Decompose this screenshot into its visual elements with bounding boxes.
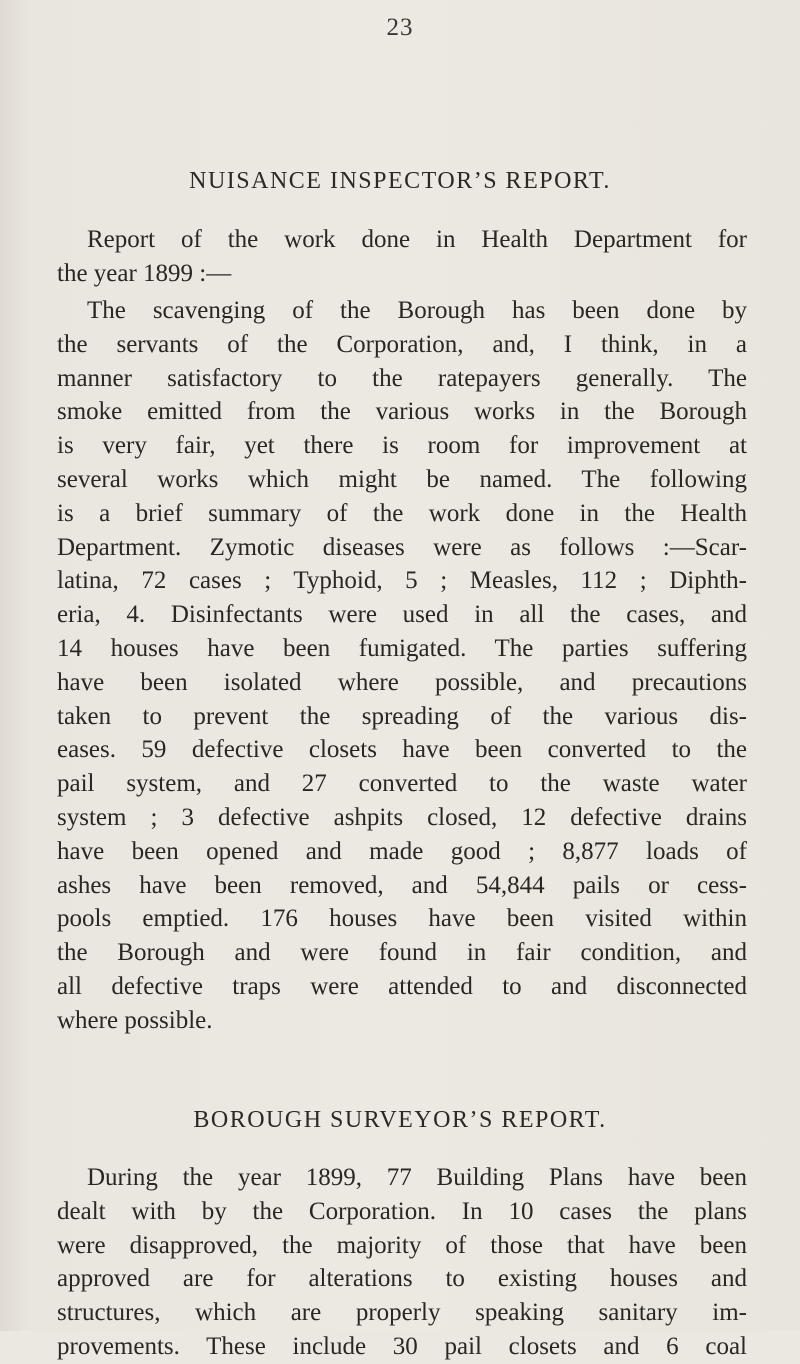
text-line: taken to prevent the spreading of the various dis- [57, 702, 747, 730]
text-line: the year 1899 :— [57, 259, 232, 287]
text-line: Report of the work done in Health Department for [87, 226, 747, 253]
text-line: provements. These include 30 pail closets and 6 coal [57, 1332, 747, 1360]
text-line: latina, 72 cases ; Typhoid, 5 ; Measles, 112 ; Diphth- [57, 567, 747, 595]
text-line: Department. Zymotic diseases were as follows :—Scar- [57, 533, 747, 561]
text-line: structures, which are properly speaking sanitary im- [57, 1299, 747, 1327]
text-line: the servants of the Corporation, and, I think, in a [57, 330, 747, 358]
surveyor-report-body [57, 1161, 747, 1364]
text-line: eria, 4. Disinfectants were used in all the cases, and [57, 601, 747, 629]
text-line: smoke emitted from the various works in the Borough [57, 398, 747, 426]
text-line: the Borough and were found in fair condition, and [57, 939, 747, 967]
text-line: is very fair, yet there is room for improvement at [57, 432, 747, 460]
text-line: pools emptied. 176 houses have been visited within [57, 905, 747, 933]
text-line: were disapproved, the majority of those that have been [57, 1231, 747, 1259]
page-number: 23 [386, 14, 414, 41]
text-line: all defective traps were attended to and disconnected [57, 972, 747, 1000]
text-line: During the year 1899, 77 Building Plans have been [87, 1164, 747, 1191]
text-line: 14 houses have been fumigated. The parties suffering [57, 634, 747, 662]
text-line: approved are for alterations to existing houses and [57, 1265, 747, 1293]
text-line: ashes have been removed, and 54,844 pails or cess- [57, 871, 747, 899]
nuisance-report-title: NUISANCE INSPECTOR’S REPORT. [189, 168, 611, 194]
text-line: is a brief summary of the work done in the Health [57, 499, 747, 527]
text-line: where possible. [57, 1006, 213, 1034]
text-line: dealt with by the Corporation. In 10 cases the plans [57, 1197, 747, 1225]
text-line: manner satisfactory to the ratepayers generally. The [57, 364, 747, 392]
nuisance-report-body [57, 294, 747, 1038]
text-line: system ; 3 defective ashpits closed, 12 defective drains [57, 803, 747, 831]
text-line: several works which might be named. The following [57, 465, 747, 493]
text-line: have been opened and made good ; 8,877 loads of [57, 837, 747, 865]
text-line: pail system, and 27 converted to the waste water [57, 770, 747, 798]
text-line: have been isolated where possible, and precautions [57, 668, 747, 696]
text-line: eases. 59 defective closets have been converted to the [57, 736, 747, 764]
nuisance-report-intro [57, 223, 747, 291]
text-line: The scavenging of the Borough has been done by [87, 297, 747, 324]
surveyor-report-title: BOROUGH SURVEYOR’S REPORT. [193, 1107, 607, 1133]
